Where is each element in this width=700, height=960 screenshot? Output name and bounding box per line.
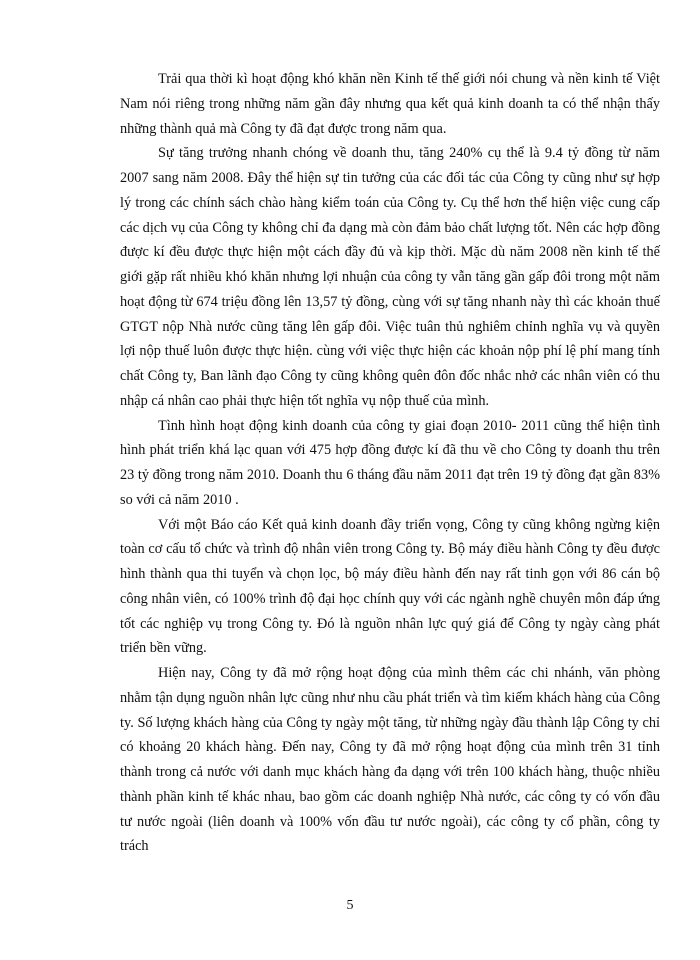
paragraph-2010-2011-performance: Tình hình hoạt động kinh doanh của công ty giai đoạn 2010- 2011 cũng thể hiện tình hình phát triển khá lạc quan với 475 hợp đồng được kí đã thu về cho Công ty doanh thu trên 23 tỷ đồng trong năm 2010. Doanh thu 6 tháng đầu năm 2011 đạt trên 19 tỷ đồng đạt gần 83% so với cả năm 2010 . [120, 417, 660, 508]
paragraph-expansion-customers: Hiện nay, Công ty đã mở rộng hoạt động của mình thêm các chi nhánh, văn phòng nhằm tận dụng nguồn nhân lực cũng như nhu cầu phát triển và tìm kiếm khách hàng của Công ty. Số lượng khách hàng của Công ty ngày một tăng, từ những ngày đầu thành lập Công ty chỉ có khoảng 20 khách hàng. Đến nay, Công ty đã mở rộng hoạt động của mình trên 31 tỉnh thành trong cả nước với danh mục khách hàng đa dạng với trên 100 khách hàng, thuộc nhiều thành phần kinh tế khác nhau, bao gồm các doanh nghiệp Nhà nước, các công ty có vốn đầu tư nước ngoài (liên doanh và 100% vốn đầu tư nước ngoài), các công ty cổ phần, công ty trách [120, 665, 660, 855]
page-number: 5 [346, 898, 354, 913]
document-body [120, 67, 660, 859]
paragraph-business-overview: Trải qua thời kì hoạt động khó khăn nền Kinh tế thế giới nói chung và nền kinh tế Việt Nam nói riêng trong những năm gần đây nhưng qua kết quả kinh doanh ta có thể nhận thấy những thành quả mà Công ty đã đạt được trong năm qua. [120, 71, 660, 137]
paragraph-revenue-growth: Sự tăng trưởng nhanh chóng về doanh thu, tăng 240% cụ thể là 9.4 tỷ đồng từ năm 2007 sang năm 2008. Đây thể hiện sự tin tưởng của các đối tác của Công ty cũng như sự hợp lý trong các chính sách chào hàng kiểm toán của Công ty. Cụ thể hơn thể hiện việc cung cấp các dịch vụ của Công ty không chỉ đa dạng mà còn đảm bảo chất lượng tốt. Nên các hợp đồng được kí đều được thực hiện một cách đầy đủ và kịp thời. Mặc dù năm 2008 nền kinh tế thế giới gặp rất nhiều khó khăn nhưng lợi nhuận của công ty vẫn tăng gần gấp đôi trong một năm hoạt động từ 674 triệu đồng lên 13,57 tỷ đồng, cùng với sự tăng nhanh này thì các khoản thuế GTGT nộp Nhà nước cũng tăng lên gấp đôi. Việc tuân thủ nghiêm chỉnh nghĩa vụ và quyền lợi nộp thuế luôn được thực hiện. cùng với việc thực hiện các khoản nộp phí lệ phí mang tính chất Công ty, Ban lãnh đạo Công ty cũng không quên đôn đốc nhắc nhở các nhân viên có thu nhập cá nhân cao phải thực hiện tốt nghĩa vụ nộp thuế của mình. [120, 145, 660, 409]
paragraph-organization-staff: Với một Báo cáo Kết quả kinh doanh đầy triển vọng, Công ty cũng không ngừng kiện toàn cơ cấu tổ chức và trình độ nhân viên trong Công ty. Bộ máy điều hành Công ty đều được hình thành qua thi tuyển và chọn lọc, bộ máy điều hành đến nay rất tinh gọn với 86 cán bộ công nhân viên, có 100% trình độ đại học chính quy với các ngành nghề chuyên môn đáp ứng tốt các nghiệp vụ trong Công ty. Đó là nguồn nhân lực quý giá để Công ty ngày càng phát triển bền vững. [120, 516, 660, 657]
